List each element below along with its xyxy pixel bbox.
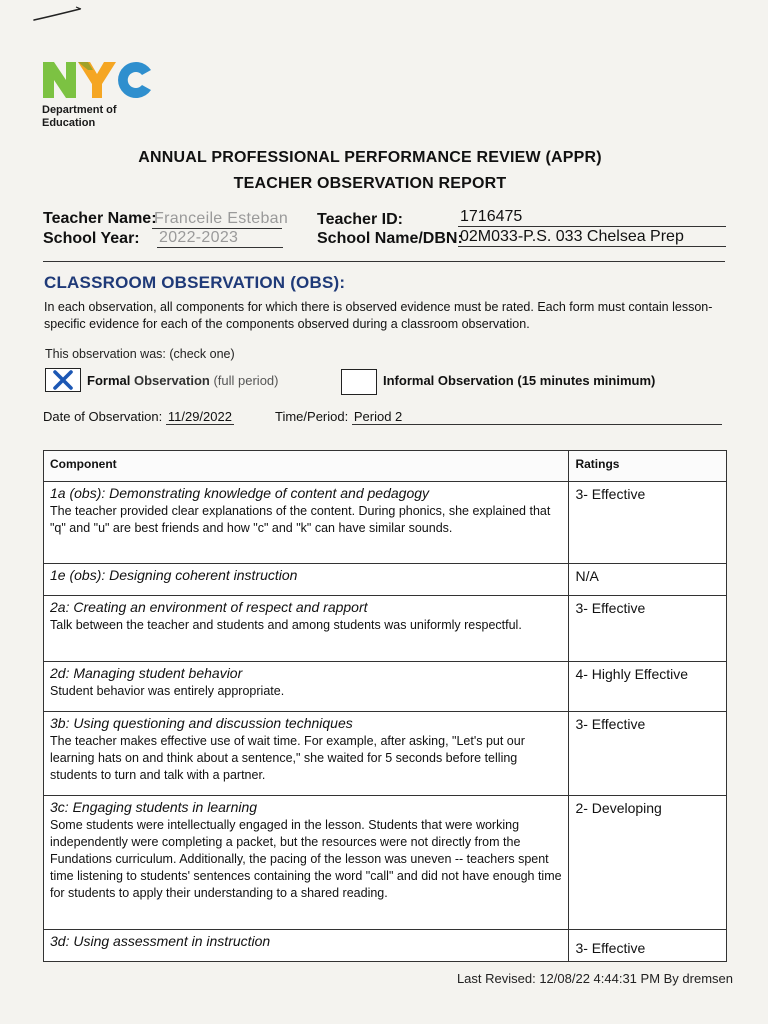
component-title: 2a: Creating an environment of respect and rapport <box>50 599 368 615</box>
check-one-prompt: This observation was: (check one) <box>45 347 235 361</box>
formal-observation-label <box>87 373 278 388</box>
formal-observation-word: Observation <box>133 373 210 388</box>
component-title: 2d: Managing student behavior <box>50 665 243 681</box>
time-period <box>275 409 722 425</box>
logo-department-text <box>42 104 153 130</box>
component-evidence: The teacher makes effective use of wait time. For example, after asking, "Let's put our learning hats on and think about a sentence," she waited for 5 seconds before telling students to turn and talk with a partner. <box>50 734 525 782</box>
informal-observation-checkbox[interactable] <box>341 369 377 395</box>
report-title: ANNUAL PROFESSIONAL PERFORMANCE REVIEW (APPR) <box>138 149 602 166</box>
component-cell <box>44 482 569 564</box>
nyc-logo-icon <box>41 58 153 102</box>
component-column-header: Component <box>44 451 569 482</box>
time-value: Period 2 <box>352 409 722 425</box>
component-cell <box>44 930 569 962</box>
table-row <box>44 796 727 930</box>
school-name-value: 02M033-P.S. 033 Chelsea Prep <box>458 228 726 247</box>
logo-line1: Department of <box>42 104 117 116</box>
rating-value: 3- Effective <box>575 600 646 616</box>
nyc-doe-logo <box>41 58 153 130</box>
rating-value: 3- Effective <box>575 940 646 956</box>
component-evidence: Student behavior was entirely appropriate. <box>50 684 285 698</box>
ratings-column-header: Ratings <box>569 451 727 482</box>
component-title: 3c: Engaging students in learning <box>50 799 258 815</box>
formal-note: (full period) <box>213 373 279 388</box>
pen-stroke-mark <box>32 6 84 22</box>
date-of-observation <box>43 409 234 424</box>
rating-value: N/A <box>575 568 599 584</box>
table-row <box>44 564 727 596</box>
rating-cell <box>569 796 727 930</box>
formal-observation-checkbox[interactable] <box>45 368 81 392</box>
component-title: 1e (obs): Designing coherent instruction <box>50 567 298 583</box>
table-header-row <box>44 451 727 482</box>
school-year-value: 2022-2023 <box>157 229 283 248</box>
component-cell <box>44 596 569 662</box>
component-title: 1a (obs): Demonstrating knowledge of content and pedagogy <box>50 485 430 501</box>
component-cell <box>44 796 569 930</box>
classroom-observation-heading: CLASSROOM OBSERVATION (OBS): <box>44 273 346 292</box>
date-label: Date of Observation: <box>43 409 163 424</box>
rating-value: 3- Effective <box>575 716 646 732</box>
component-title: 3d: Using assessment in instruction <box>50 933 271 949</box>
rating-value: 3- Effective <box>575 486 646 502</box>
informal-observation-label: Informal Observation (15 minutes minimum) <box>383 373 656 388</box>
header-divider <box>43 261 725 262</box>
school-name-label: School Name/DBN: <box>317 230 463 247</box>
rating-cell <box>569 662 727 712</box>
component-evidence: Talk between the teacher and students and among students was uniformly respectful. <box>50 618 522 632</box>
observation-instructions: In each observation, all components for which there is observed evidence must be rated. Each form must contain lesson-specific evidence for each of the components observed during a classroom observation. <box>44 300 713 331</box>
rating-value: 4- Highly Effective <box>575 666 689 682</box>
teacher-name-value: Franceile Esteban <box>154 210 289 227</box>
teacher-id-value: 1716475 <box>458 208 726 227</box>
table-row <box>44 662 727 712</box>
school-year-label: School Year: <box>43 230 140 247</box>
rating-cell <box>569 482 727 564</box>
table-row <box>44 712 727 796</box>
rating-cell <box>569 564 727 596</box>
component-cell <box>44 564 569 596</box>
last-revised-footer: Last Revised: 12/08/22 4:44:31 PM By dremsen <box>456 971 733 986</box>
check-x-icon <box>52 370 74 390</box>
component-evidence: The teacher provided clear explanations of the content. During phonics, she explained that "q" and "u" are best friends and how "c" and "k" can have similar sounds. <box>50 504 551 535</box>
component-cell <box>44 662 569 712</box>
component-title: 3b: Using questioning and discussion techniques <box>50 715 353 731</box>
table-row <box>44 482 727 564</box>
teacher-name-label: Teacher Name: <box>43 210 157 227</box>
rating-value: 2- Developing <box>575 800 662 816</box>
component-evidence: Some students were intellectually engaged in the lesson. Students that were working independently were completing a packet, but the resources were not directly from the Fundations curriculum. Additionally, the pacing of the lesson was uneven -- teachers spent time listening to students' sentences containing the word "call" and did not have enough time for students to apply their understanding to a shared reading. <box>50 818 562 900</box>
time-label: Time/Period: <box>275 409 349 424</box>
teacher-id-label: Teacher ID: <box>317 211 403 228</box>
logo-line2: Education <box>42 117 96 129</box>
report-subtitle: TEACHER OBSERVATION REPORT <box>233 175 507 192</box>
rating-cell <box>569 712 727 796</box>
component-cell <box>44 712 569 796</box>
table-row <box>44 930 727 962</box>
rating-cell <box>569 930 727 962</box>
table-row <box>44 596 727 662</box>
rating-cell <box>569 596 727 662</box>
formal-word: Formal <box>87 373 131 388</box>
date-value: 11/29/2022 <box>167 409 232 424</box>
components-table <box>43 450 727 962</box>
